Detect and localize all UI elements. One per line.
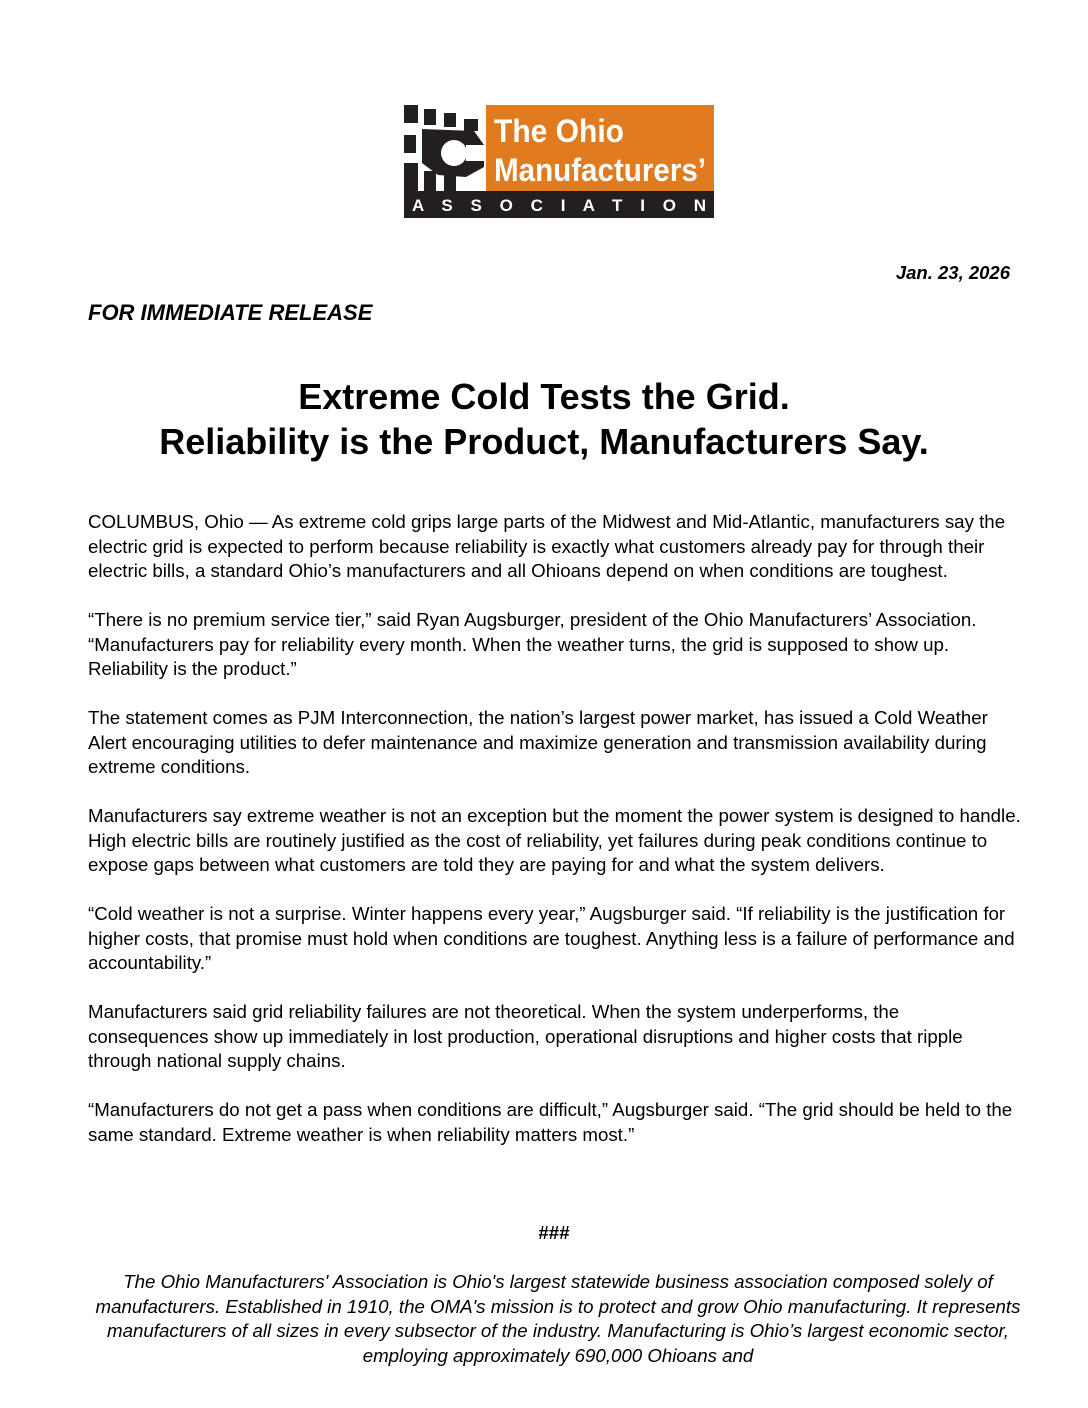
paragraph: The statement comes as PJM Interconnection, the nation’s largest power market, has issued a Cold Weather Alert encouraging utilities to defer maintenance and maximize generation and transmission availability during extreme conditions.	[88, 707, 988, 777]
headline	[0, 374, 1088, 464]
headline-line-1: Extreme Cold Tests the Grid.	[298, 376, 790, 417]
paragraph: COLUMBUS, Ohio — As extreme cold grips large parts of the Midwest and Mid-Atlantic, manufacturers say the electric grid is expected to perform because reliability is exactly what customers already pay for through their electric bills, a standard Ohio’s manufacturers and all Ohioans depend on when conditions are toughest.	[88, 511, 1006, 581]
logo-line-3: A S S O C I A T I O N	[412, 196, 706, 215]
paragraph: “Cold weather is not a surprise. Winter happens every year,” Augsburger said. “If reliability is the justification for higher costs, that promise must hold when conditions are toughest. Anything less is a failure of performance and accountability.”	[88, 903, 1015, 973]
logo-line-2: Manufacturers’	[494, 152, 706, 188]
gear-logo-icon	[404, 105, 714, 218]
paragraph: “Manufacturers do not get a pass when conditions are difficult,” Augsburger said. “The grid should be held to the same standard. Extreme weather is when reliability matters most.”	[88, 1099, 1013, 1145]
release-date: Jan. 23, 2026	[895, 262, 1010, 283]
release-label: FOR IMMEDIATE RELEASE	[88, 300, 373, 325]
about-oma-boilerplate: The Ohio Manufacturers' Association is Ohio's largest statewide business association composed solely of manufacturers. Established in 1910, the OMA's mission is to protect and grow Ohio manufacturing. It represents manufacturers of all sizes in every subsector of the industry. Manufacturing is Ohio’s largest economic sector, employing approximately 690,000 Ohioans and	[95, 1271, 1021, 1366]
headline-line-2: Reliability is the Product, Manufacturers Say.	[159, 421, 929, 462]
paragraph: “There is no premium service tier,” said Ryan Augsburger, president of the Ohio Manufacturers’ Association. “Manufacturers pay for reliability every month. When the weather turns, the grid is supposed to show up. Reliability is the product.”	[88, 609, 977, 679]
paragraph: Manufacturers said grid reliability failures are not theoretical. When the system underperforms, the consequences show up immediately in lost production, operational disruptions and higher costs that ripple through national supply chains.	[88, 1001, 963, 1071]
oma-logo	[404, 105, 714, 218]
end-mark: ###	[538, 1222, 570, 1243]
logo-line-1: The Ohio	[494, 113, 624, 149]
press-release-body	[88, 510, 1023, 1172]
paragraph: Manufacturers say extreme weather is not an exception but the moment the power system is designed to handle. High electric bills are routinely justified as the cost of reliability, yet failures during peak conditions continue to expose gaps between what customers are told they are paying for and what the system delivers.	[88, 805, 1021, 875]
